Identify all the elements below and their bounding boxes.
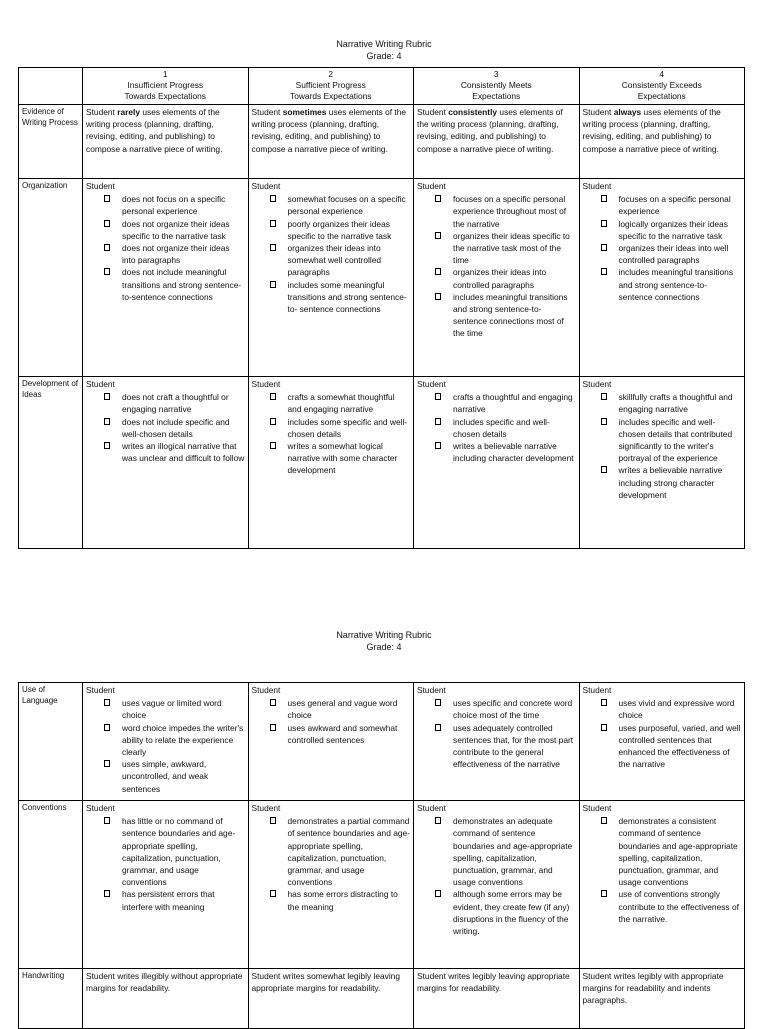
list-item	[270, 416, 411, 440]
cell-lead: Student	[86, 379, 115, 389]
list-item	[104, 758, 245, 795]
table-row	[19, 105, 745, 179]
criteria-list	[252, 391, 411, 476]
item-text: writes a somewhat logical narrative with some character development	[287, 441, 398, 476]
table-row	[19, 683, 745, 801]
list-item	[601, 888, 742, 925]
rubric-cell	[248, 105, 414, 179]
checkbox-icon	[435, 232, 441, 239]
score-number: 2	[328, 69, 334, 79]
page-title-top	[0, 38, 768, 62]
item-text: has persistent errors that interfere with meaning	[122, 889, 215, 912]
cell-lead: Student	[86, 803, 115, 813]
list-item	[601, 416, 742, 465]
item-text: organizes their ideas into well controlled paragraphs	[618, 243, 729, 266]
column-header	[83, 68, 249, 105]
item-text: uses vague or limited word choice	[122, 698, 222, 721]
criteria-list	[86, 697, 245, 795]
checkbox-icon	[270, 195, 276, 202]
rubric-cell	[579, 179, 745, 377]
list-item	[270, 193, 411, 217]
checkbox-icon	[601, 724, 607, 731]
cell-sentence	[86, 106, 245, 155]
sentence-end: uses elements of the writing process (planning, drafting, revising, editing, and publishing) to compose a narrative piece of writing.	[582, 107, 721, 154]
rubric-cell	[414, 179, 580, 377]
checkbox-icon	[601, 220, 607, 227]
sentence-end: uses elements of the writing process (planning, drafting, revising, editing, and publishing) to compose a narrative piece of writing.	[251, 107, 407, 154]
checkbox-icon	[270, 699, 276, 706]
list-item	[435, 697, 576, 721]
score-title-line2: Towards Expectations	[290, 91, 372, 101]
frequency-word: rarely	[117, 107, 141, 117]
checkbox-icon	[270, 817, 276, 824]
criteria-list	[417, 193, 576, 339]
list-item	[435, 266, 576, 290]
list-item	[270, 391, 411, 415]
column-header	[414, 68, 580, 105]
cell-lead: Student	[86, 181, 115, 191]
item-text: includes some meaningful transitions and strong sentence-to- sentence connections	[287, 279, 407, 315]
list-item	[435, 391, 576, 415]
list-item	[435, 230, 576, 267]
checkbox-icon	[104, 268, 110, 275]
list-item	[601, 697, 742, 721]
score-title-line1: Consistently Exceeds	[621, 80, 702, 90]
cell-lead: Student	[582, 685, 612, 695]
item-text: somewhat focuses on a specific personal experience	[287, 194, 406, 217]
item-text: crafts a thoughtful and engaging narrative	[453, 392, 573, 415]
sentence-start: Student	[86, 107, 118, 117]
item-text: includes meaningful transitions and strong sentence-to- sentence connections most of the time	[453, 291, 568, 339]
rubric-cell	[83, 179, 249, 377]
item-text: includes meaningful transitions and strong sentence-to- sentence connections	[618, 267, 734, 302]
checkbox-icon	[104, 890, 110, 897]
rubric-cell	[579, 801, 745, 969]
item-text: uses vivid and expressive word choice	[618, 698, 735, 721]
list-item	[270, 722, 411, 746]
item-text: writes a believable narrative including strong character development	[618, 465, 723, 500]
score-title-line2: Expectations	[637, 91, 686, 101]
list-item	[435, 291, 576, 340]
cell-text: Student writes legibly with appropriate margins for readability and indents paragraphs.	[582, 971, 724, 1006]
cell-sentence	[252, 106, 411, 155]
rubric-cell	[83, 683, 249, 801]
sentence-start: Student	[582, 107, 614, 117]
criterion-label: Handwriting	[19, 969, 83, 1029]
column-header	[248, 68, 414, 105]
item-text: uses specific and concrete word choice most of the time	[453, 698, 573, 721]
item-text: demonstrates a consistent command of sentence boundaries and age-appropriate spelling, capitalization, punctuation, grammar, and usage conventions	[618, 816, 738, 888]
checkbox-icon	[270, 220, 276, 227]
cell-lead: Student	[251, 379, 281, 389]
item-text: uses purposeful, varied, and well controlled sentences that enhanced the effectiveness of the narrative	[618, 722, 741, 770]
column-header	[579, 68, 745, 105]
score-number: 1	[162, 69, 168, 79]
rubric-cell	[248, 179, 414, 377]
score-title-line2: Towards Expectations	[124, 91, 206, 101]
criteria-list	[583, 391, 742, 501]
list-item	[104, 888, 245, 912]
item-text: does not organize their ideas specific to the narrative task	[122, 218, 230, 241]
rubric-cell	[414, 801, 580, 969]
item-text: word choice impedes the writer's ability to relate the experience clearly	[122, 722, 244, 758]
list-item	[270, 242, 411, 279]
item-text: uses adequately controlled sentences that, for the most part contribute to the general effectiveness of the narrative	[453, 722, 574, 770]
frequency-word: consistently	[448, 107, 498, 117]
rubric-grade: Grade: 4	[366, 642, 402, 652]
table-row	[19, 377, 745, 549]
criterion-label: Organization	[19, 179, 83, 377]
list-item	[601, 464, 742, 501]
item-text: does not craft a thoughtful or engaging narrative	[122, 392, 229, 415]
item-text: uses general and vague word choice	[287, 698, 398, 721]
checkbox-icon	[104, 760, 110, 767]
checkbox-icon	[435, 393, 441, 400]
item-text: does not focus on a specific personal experience	[122, 194, 226, 217]
cell-lead: Student	[417, 379, 446, 389]
cell-lead: Student	[417, 685, 446, 695]
list-item	[270, 815, 411, 888]
item-text: demonstrates an adequate command of sentence boundaries and age-appropriate spelling, capitalization, punctuation, grammar, and usage conventions	[453, 816, 573, 888]
checkbox-icon	[104, 724, 110, 731]
item-text: uses awkward and somewhat controlled sentences	[287, 722, 398, 745]
list-item	[601, 193, 742, 217]
checkbox-icon	[104, 195, 110, 202]
item-text: uses simple, awkward, uncontrolled, and weak sentences	[122, 759, 209, 794]
checkbox-icon	[601, 268, 607, 275]
rubric-grade: Grade: 4	[366, 51, 402, 61]
checkbox-icon	[601, 393, 607, 400]
checkbox-icon	[104, 244, 110, 251]
criterion-label: Use of Language	[19, 683, 83, 801]
criterion-label: Evidence of Writing Process	[19, 105, 83, 179]
sentence-end: uses elements of the writing process (planning, drafting, revising, editing, and publishing) to compose a narrative piece of writing.	[417, 107, 563, 154]
cell-sentence	[583, 106, 742, 155]
page-title-bottom	[0, 629, 768, 653]
score-title-line2: Expectations	[472, 91, 521, 101]
checkbox-icon	[601, 699, 607, 706]
list-item	[601, 266, 742, 303]
cell-lead: Student	[86, 685, 115, 695]
list-item	[104, 697, 245, 721]
rubric-cell	[83, 377, 249, 549]
item-text: does not include meaningful transitions and strong sentence-to-sentence connections	[122, 267, 242, 302]
item-text: although some errors may be evident, they create few (if any) disruptions in the fluency of the writing.	[453, 889, 570, 937]
item-text: use of conventions strongly contribute to the effectiveness of the narrative.	[618, 889, 739, 924]
score-number: 3	[493, 69, 499, 79]
rubric-title: Narrative Writing Rubric	[336, 630, 432, 640]
criteria-list	[252, 815, 411, 913]
rubric-cell	[414, 377, 580, 549]
checkbox-icon	[435, 418, 441, 425]
list-item	[104, 218, 245, 242]
table-row	[19, 801, 745, 969]
rubric-cell	[414, 105, 580, 179]
list-item	[601, 815, 742, 888]
list-item	[104, 416, 245, 440]
criteria-list	[417, 815, 576, 937]
item-text: writes a believable narrative including character development	[453, 441, 574, 464]
table-row	[19, 179, 745, 377]
corner-cell	[19, 68, 83, 105]
sentence-end: uses elements of the writing process (planning, drafting, revising, editing, and publishing) to compose a narrative piece of writing.	[86, 107, 223, 154]
header-row	[19, 68, 745, 105]
list-item	[435, 440, 576, 464]
checkbox-icon	[435, 890, 441, 897]
checkbox-icon	[270, 418, 276, 425]
cell-lead: Student	[251, 803, 281, 813]
list-item	[270, 440, 411, 477]
cell-sentence	[417, 106, 576, 155]
checkbox-icon	[601, 466, 607, 473]
item-text: logically organizes their ideas specific to the narrative task	[618, 218, 728, 241]
checkbox-icon	[270, 442, 276, 449]
item-text: organizes their ideas into somewhat well controlled paragraphs	[287, 243, 382, 278]
item-text: includes specific and well-chosen details	[453, 416, 550, 439]
item-text: does not include specific and well-chosen details	[122, 416, 230, 439]
checkbox-icon	[104, 418, 110, 425]
score-title-line1: Insufficient Progress	[127, 80, 204, 90]
criterion-label: Conventions	[19, 801, 83, 969]
table-row	[19, 969, 745, 1029]
checkbox-icon	[601, 244, 607, 251]
criteria-list	[86, 193, 245, 303]
list-item	[104, 193, 245, 217]
cell-lead: Student	[251, 685, 281, 695]
list-item	[104, 391, 245, 415]
checkbox-icon	[104, 393, 110, 400]
criteria-list	[583, 697, 742, 770]
item-text: organizes their ideas into controlled paragraphs	[453, 267, 547, 290]
frequency-word: always	[613, 107, 642, 117]
rubric-cell	[579, 377, 745, 549]
score-title-line1: Sufficient Progress	[295, 80, 366, 90]
list-item	[270, 697, 411, 721]
item-text: demonstrates a partial command of sentence boundaries and age-appropriate spelling, capitalization, punctuation, grammar, and usage conventions	[287, 816, 410, 888]
rubric-cell	[414, 683, 580, 801]
list-item	[104, 722, 245, 759]
criterion-label: Development of Ideas	[19, 377, 83, 549]
checkbox-icon	[270, 724, 276, 731]
cell-lead: Student	[417, 181, 446, 191]
checkbox-icon	[601, 817, 607, 824]
sentence-start: Student	[251, 107, 283, 117]
score-title-line1: Consistently Meets	[460, 80, 532, 90]
criteria-list	[252, 193, 411, 315]
list-item	[601, 391, 742, 415]
checkbox-icon	[104, 817, 110, 824]
rubric-table-part-1	[18, 67, 745, 549]
criteria-list	[86, 391, 245, 464]
list-item	[104, 266, 245, 303]
criteria-list	[583, 815, 742, 925]
item-text: has some errors distracting to the meaning	[287, 889, 398, 912]
rubric-cell	[248, 683, 414, 801]
rubric-cell	[414, 969, 580, 1029]
checkbox-icon	[435, 442, 441, 449]
item-text: poorly organizes their ideas specific to the narrative task	[287, 218, 392, 241]
list-item	[601, 242, 742, 266]
rubric-cell	[83, 105, 249, 179]
checkbox-icon	[601, 195, 607, 202]
score-number: 4	[659, 69, 665, 79]
cell-lead: Student	[582, 379, 612, 389]
checkbox-icon	[601, 418, 607, 425]
list-item	[270, 888, 411, 912]
rubric-cell	[579, 969, 745, 1029]
checkbox-icon	[104, 220, 110, 227]
item-text: includes specific and well-chosen details that contributed significantly to the writer's portrayal of the experience	[618, 416, 733, 464]
checkbox-icon	[435, 724, 441, 731]
checkbox-icon	[104, 442, 110, 449]
list-item	[435, 722, 576, 771]
rubric-cell	[83, 969, 249, 1029]
item-text: crafts a somewhat thoughtful and engaging narrative	[287, 392, 395, 415]
criteria-list	[583, 193, 742, 303]
list-item	[435, 416, 576, 440]
frequency-word: sometimes	[282, 107, 327, 117]
checkbox-icon	[435, 293, 441, 300]
item-text: has little or no command of sentence boundaries and age-appropriate spelling, capitalization, punctuation, grammar, and usage conventions	[122, 816, 236, 888]
item-text: writes an illogical narrative that was unclear and difficult to follow	[122, 441, 245, 464]
rubric-cell	[248, 801, 414, 969]
item-text: does not organize their ideas into paragraphs	[122, 243, 230, 266]
criteria-list	[252, 697, 411, 746]
rubric-cell	[248, 377, 414, 549]
checkbox-icon	[601, 890, 607, 897]
checkbox-icon	[435, 268, 441, 275]
checkbox-icon	[435, 699, 441, 706]
list-item	[601, 218, 742, 242]
criteria-list	[417, 391, 576, 464]
item-text: includes some specific and well-chosen details	[287, 416, 408, 439]
rubric-cell	[579, 105, 745, 179]
checkbox-icon	[104, 699, 110, 706]
cell-lead: Student	[582, 181, 612, 191]
cell-text: Student writes legibly leaving appropriate margins for readability.	[417, 971, 570, 994]
cell-lead: Student	[251, 181, 281, 191]
checkbox-icon	[270, 281, 276, 288]
checkbox-icon	[270, 890, 276, 897]
sentence-start: Student	[417, 107, 449, 117]
list-item	[435, 193, 576, 230]
list-item	[435, 888, 576, 937]
criteria-list	[86, 815, 245, 913]
cell-lead: Student	[582, 803, 612, 813]
checkbox-icon	[435, 817, 441, 824]
checkbox-icon	[270, 393, 276, 400]
rubric-table-part-2	[18, 682, 745, 1029]
rubric-title: Narrative Writing Rubric	[336, 39, 432, 49]
checkbox-icon	[435, 195, 441, 202]
cell-text: Student writes somewhat legibly leaving appropriate margins for readability.	[251, 971, 401, 994]
rubric-cell	[83, 801, 249, 969]
cell-text: Student writes illegibly without appropriate margins for readability.	[86, 971, 243, 994]
list-item	[601, 722, 742, 771]
checkbox-icon	[270, 244, 276, 251]
item-text: skillfully crafts a thoughtful and engaging narrative	[618, 392, 733, 415]
list-item	[270, 218, 411, 242]
list-item	[270, 279, 411, 316]
list-item	[104, 440, 245, 464]
item-text: focuses on a specific personal experience throughout most of the narrative	[453, 194, 567, 229]
item-text: focuses on a specific personal experience	[618, 194, 731, 217]
item-text: organizes their ideas specific to the narrative task most of the time	[453, 230, 570, 266]
criteria-list	[417, 697, 576, 770]
rubric-cell	[248, 969, 414, 1029]
list-item	[435, 815, 576, 888]
rubric-cell	[579, 683, 745, 801]
list-item	[104, 815, 245, 888]
cell-lead: Student	[417, 803, 446, 813]
list-item	[104, 242, 245, 266]
